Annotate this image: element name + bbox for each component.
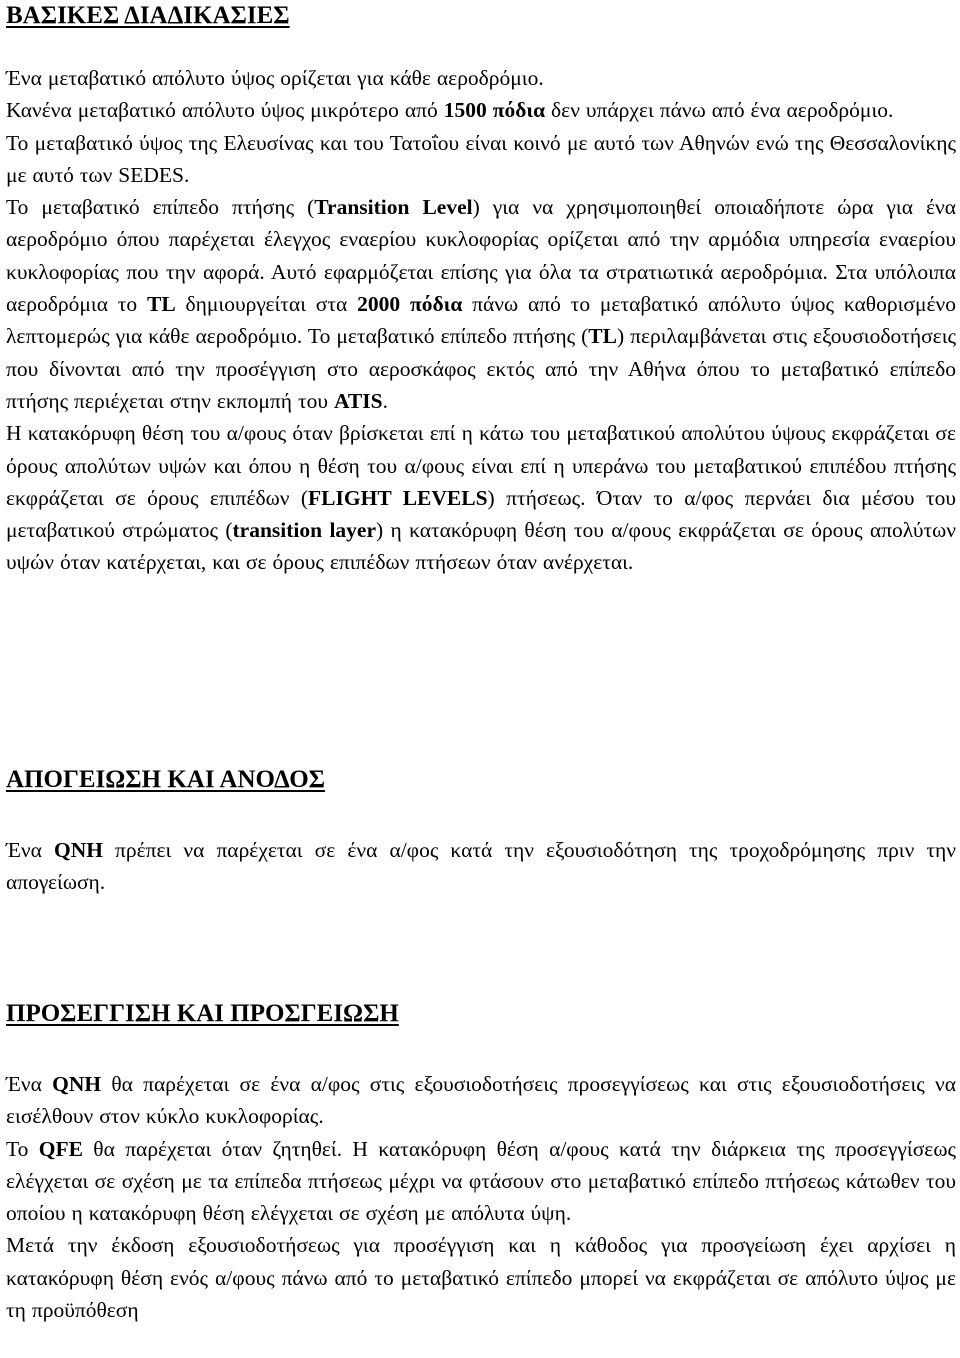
section-heading: ΠΡΟΣΕΓΓΙΣΗ ΚΑΙ ΠΡΟΣΓΕΙΩΣΗ <box>6 1000 399 1027</box>
section-approach-landing <box>6 998 956 1326</box>
section-heading: ΑΠΟΓΕΙΩΣΗ ΚΑΙ ΑΝΟΔΟΣ <box>6 766 325 793</box>
paragraph <box>6 1133 956 1230</box>
paragraph <box>6 834 956 899</box>
section-takeoff-climb <box>6 764 956 899</box>
text-run: Μετά την έκδοση εξουσιοδοτήσεως για προσέγγιση και η κάθοδος για προσγείωση έχει αρχίσει η κατακόρυφη θέση ενός α/φους πάνω από το μεταβατικό επίπεδο μπορεί να εκφράζεται σε απόλυτο ύψος με τη προϋπόθεση <box>6 1233 956 1323</box>
text-run: ) πτήσεως. Όταν το α/φος περνάει δια μέσου του μεταβατικού στρώματος ( <box>6 485 956 543</box>
paragraph <box>6 1229 956 1326</box>
paragraph <box>6 62 956 94</box>
text-run: Το <box>6 1136 39 1161</box>
section-basic-procedures <box>6 0 956 579</box>
paragraph <box>6 417 956 578</box>
paragraph <box>6 127 956 192</box>
text-run: . <box>382 388 388 413</box>
text-run: πάνω από το μεταβατικό απόλυτο ύψος καθορισμένο λεπτομερώς για κάθε αεροδρόμιο. Το μεταβατικό επίπεδο πτήσης ( <box>6 292 956 349</box>
bold-term: TL <box>147 292 176 317</box>
section-heading: ΒΑΣΙΚΕΣ ΔΙΑΔΙΚΑΣΙΕΣ <box>6 2 290 29</box>
text-run: ) για να χρησιμοποιηθεί οποιαδήποτε ώρα για ένα αεροδρόμιο όπου παρέχεται έλεγχος εναερίου κυκλοφορίας ορίζεται από την αρμόδια υπηρεσία εναερίου κυκλοφορίας που την αφορά. Αυτό εφαρμόζεται επίσης για όλα τα στρατιωτικά αεροδρόμια. Στα υπόλοιπα αεροδρόμια το <box>6 195 956 317</box>
bold-term: Transition Level <box>314 195 473 220</box>
text-run: Ένα <box>6 1072 53 1096</box>
text-run: Κανένα μεταβατικό απόλυτο ύψος μικρότερο από <box>6 98 444 123</box>
bold-term: 2000 πόδια <box>357 292 463 317</box>
text-run: Το μεταβατικό επίπεδο πτήσης ( <box>6 195 315 220</box>
text-run: θα παρέχεται σε ένα α/φος στις εξουσιοδοτήσεις προσεγγίσεως και στις εξουσιοδοτήσεις να εισέλθουν στον κύκλο κυκλοφορίας. <box>6 1072 956 1129</box>
paragraph <box>6 94 956 126</box>
text-run: θα παρέχεται όταν ζητηθεί. Η κατακόρυφη θέση α/φους κατά την διάρκεια της προσεγγίσεως ελέγχεται σε σχέση με τα επίπεδα πτήσεως μέχρι να φτάσουν στο μεταβατικό επίπεδο πτήσεως κάτωθεν του οποίου η κατακόρυφη θέση ελέγχεται σε σχέση με απόλυτα ύψη. <box>6 1136 956 1226</box>
bold-term: QNH <box>53 838 103 862</box>
text-run: ) περιλαμβάνεται στις εξουσιοδοτήσεις που δίνονται από την προσέγγιση στο αεροσκάφος εκτός από την Αθήνα όπου το μεταβατικό επίπεδο πτήσης περιέχεται στην εκπομπή του <box>6 324 956 413</box>
text-run: δημιουργείται στα <box>175 292 358 317</box>
bold-term: transition layer <box>232 518 377 543</box>
text-run: δεν υπάρχει πάνω από ένα αεροδρόμιο. <box>545 98 894 123</box>
paragraph <box>6 191 956 417</box>
bold-term: ATIS <box>333 388 383 413</box>
text-run: ) η κατακόρυφη θέση του α/φους εκφράζεται σε όρους απολύτων υψών όταν κατέρχεται, και σε όρους επιπέδων πτήσεων όταν ανέρχεται. <box>6 518 956 575</box>
text-run: Το μεταβατικό ύψος της Ελευσίνας και του Τατοΐου είναι κοινό με αυτό των Αθηνών ενώ της Θεσσαλονίκης με αυτό των SEDES. <box>6 130 956 187</box>
paragraph <box>6 1068 956 1133</box>
bold-term: QFE <box>38 1136 83 1161</box>
text-run: πρέπει να παρέχεται σε ένα α/φος κατά την εξουσιοδότηση της τροχοδρόμησης πριν την απογείωση. <box>6 838 956 895</box>
bold-term: TL <box>588 324 617 349</box>
bold-term: QNH <box>52 1072 102 1096</box>
text-run: Ένα μεταβατικό απόλυτο ύψος ορίζεται για κάθε αεροδρόμιο. <box>6 66 544 90</box>
text-run: Ένα <box>6 838 54 862</box>
bold-term: FLIGHT LEVELS <box>308 485 488 510</box>
text-run: Η κατακόρυφη θέση του α/φους όταν βρίσκεται επί η κάτω του μεταβατικού απολύτου ύψους εκφράζεται σε όρους απολύτων υψών και όπου η θέση του α/φους είναι επί η υπεράνω του μεταβατικού επιπέδου πτήσης εκφράζεται σε όρους επιπέδων ( <box>6 421 956 510</box>
bold-term: 1500 πόδια <box>443 98 546 123</box>
